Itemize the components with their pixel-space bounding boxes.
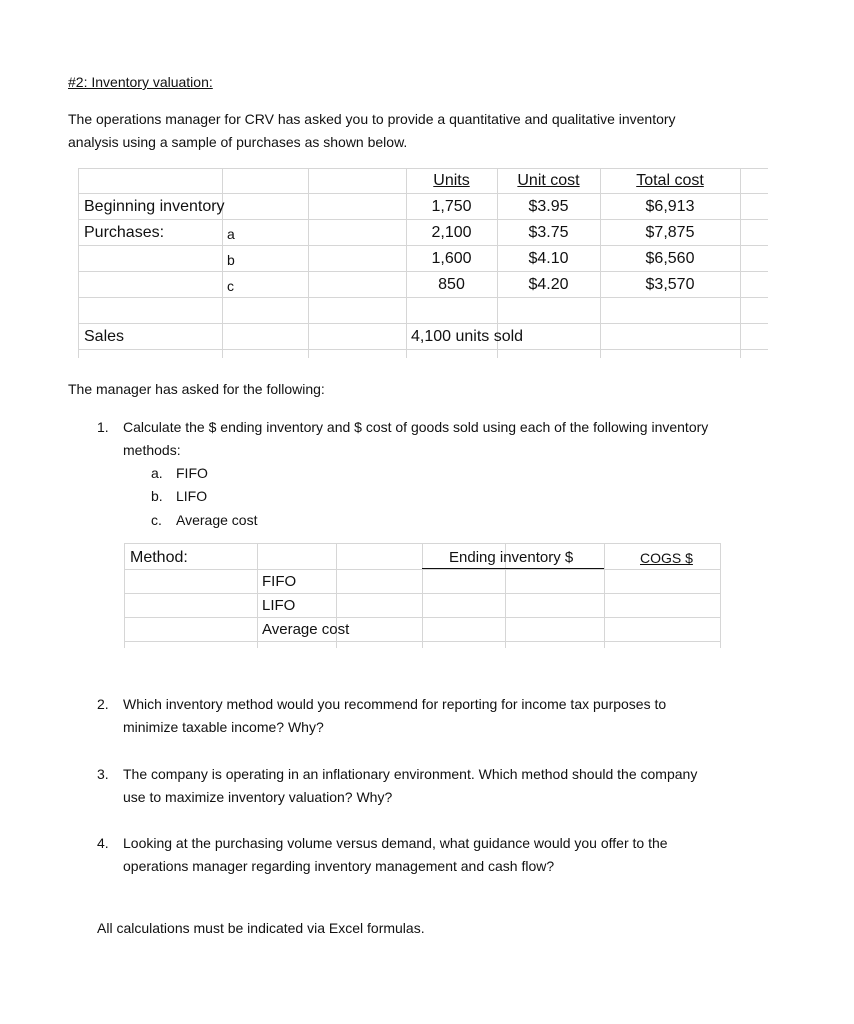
q3-number: 3. [97, 766, 109, 782]
header-cogs: COGS $ [640, 550, 693, 566]
sales-value: 4,100 units sold [411, 328, 524, 345]
q1-line-2: methods: [123, 442, 181, 458]
cell-units: 2,100 [431, 224, 472, 241]
cell-total-cost: $6,913 [645, 198, 695, 215]
q3-line-1: The company is operating in an inflationary environment. Which method should the company [123, 766, 698, 782]
header-ending-inventory: Ending inventory $ [449, 549, 574, 566]
cell-unit-cost: $4.10 [528, 250, 569, 267]
row-sub-letter: a [227, 226, 235, 242]
cell-total-cost: $6,560 [645, 250, 695, 267]
method-row-label: Average cost [262, 621, 350, 638]
q2-line-1: Which inventory method would you recommend for reporting for income tax purposes to [123, 696, 667, 712]
row-sub-letter: b [227, 252, 235, 268]
sales-label: Sales [84, 328, 125, 345]
intro-line-1: The operations manager for CRV has asked you to provide a quantitative and qualitative inventory [68, 111, 676, 127]
q4-number: 4. [97, 835, 109, 851]
header-units: Units [433, 172, 470, 189]
cell-unit-cost: $3.75 [528, 224, 569, 241]
q2-number: 2. [97, 696, 109, 712]
cell-units: 850 [438, 276, 465, 293]
method-row-label: LIFO [262, 597, 296, 614]
q1-line-1: Calculate the $ ending inventory and $ cost of goods sold using each of the following inventory [123, 419, 709, 435]
row-sub-letter: c [227, 278, 234, 294]
method-row-label: FIFO [262, 573, 297, 590]
page-title: #2: Inventory valuation: [68, 74, 213, 90]
method-name: LIFO [176, 488, 208, 504]
header-unit-cost: Unit cost [517, 172, 580, 189]
cell-unit-cost: $4.20 [528, 276, 569, 293]
header-total-cost: Total cost [636, 172, 704, 189]
method-letter: c. [151, 512, 162, 528]
q4-line-2: operations manager regarding inventory management and cash flow? [123, 858, 555, 874]
q4-line-1: Looking at the purchasing volume versus demand, what guidance would you offer to the [123, 835, 668, 851]
cell-total-cost: $7,875 [645, 224, 695, 241]
method-letter: b. [151, 488, 163, 504]
cell-total-cost: $3,570 [645, 276, 695, 293]
q1-number: 1. [97, 419, 109, 435]
q3-line-2: use to maximize inventory valuation? Why? [123, 789, 393, 805]
request-text: The manager has asked for the following: [68, 381, 325, 397]
method-name: FIFO [176, 465, 208, 481]
method-letter: a. [151, 465, 163, 481]
intro-line-2: analysis using a sample of purchases as shown below. [68, 134, 408, 150]
row-label: Beginning inventory [84, 198, 225, 215]
row-label: Purchases: [84, 224, 165, 241]
method-name: Average cost [176, 512, 258, 528]
footer-note: All calculations must be indicated via Excel formulas. [97, 920, 425, 936]
q2-line-2: minimize taxable income? Why? [123, 719, 324, 735]
method-column-label: Method: [130, 549, 188, 566]
cell-units: 1,600 [431, 250, 472, 267]
cell-units: 1,750 [431, 198, 472, 215]
cell-unit-cost: $3.95 [528, 198, 569, 215]
